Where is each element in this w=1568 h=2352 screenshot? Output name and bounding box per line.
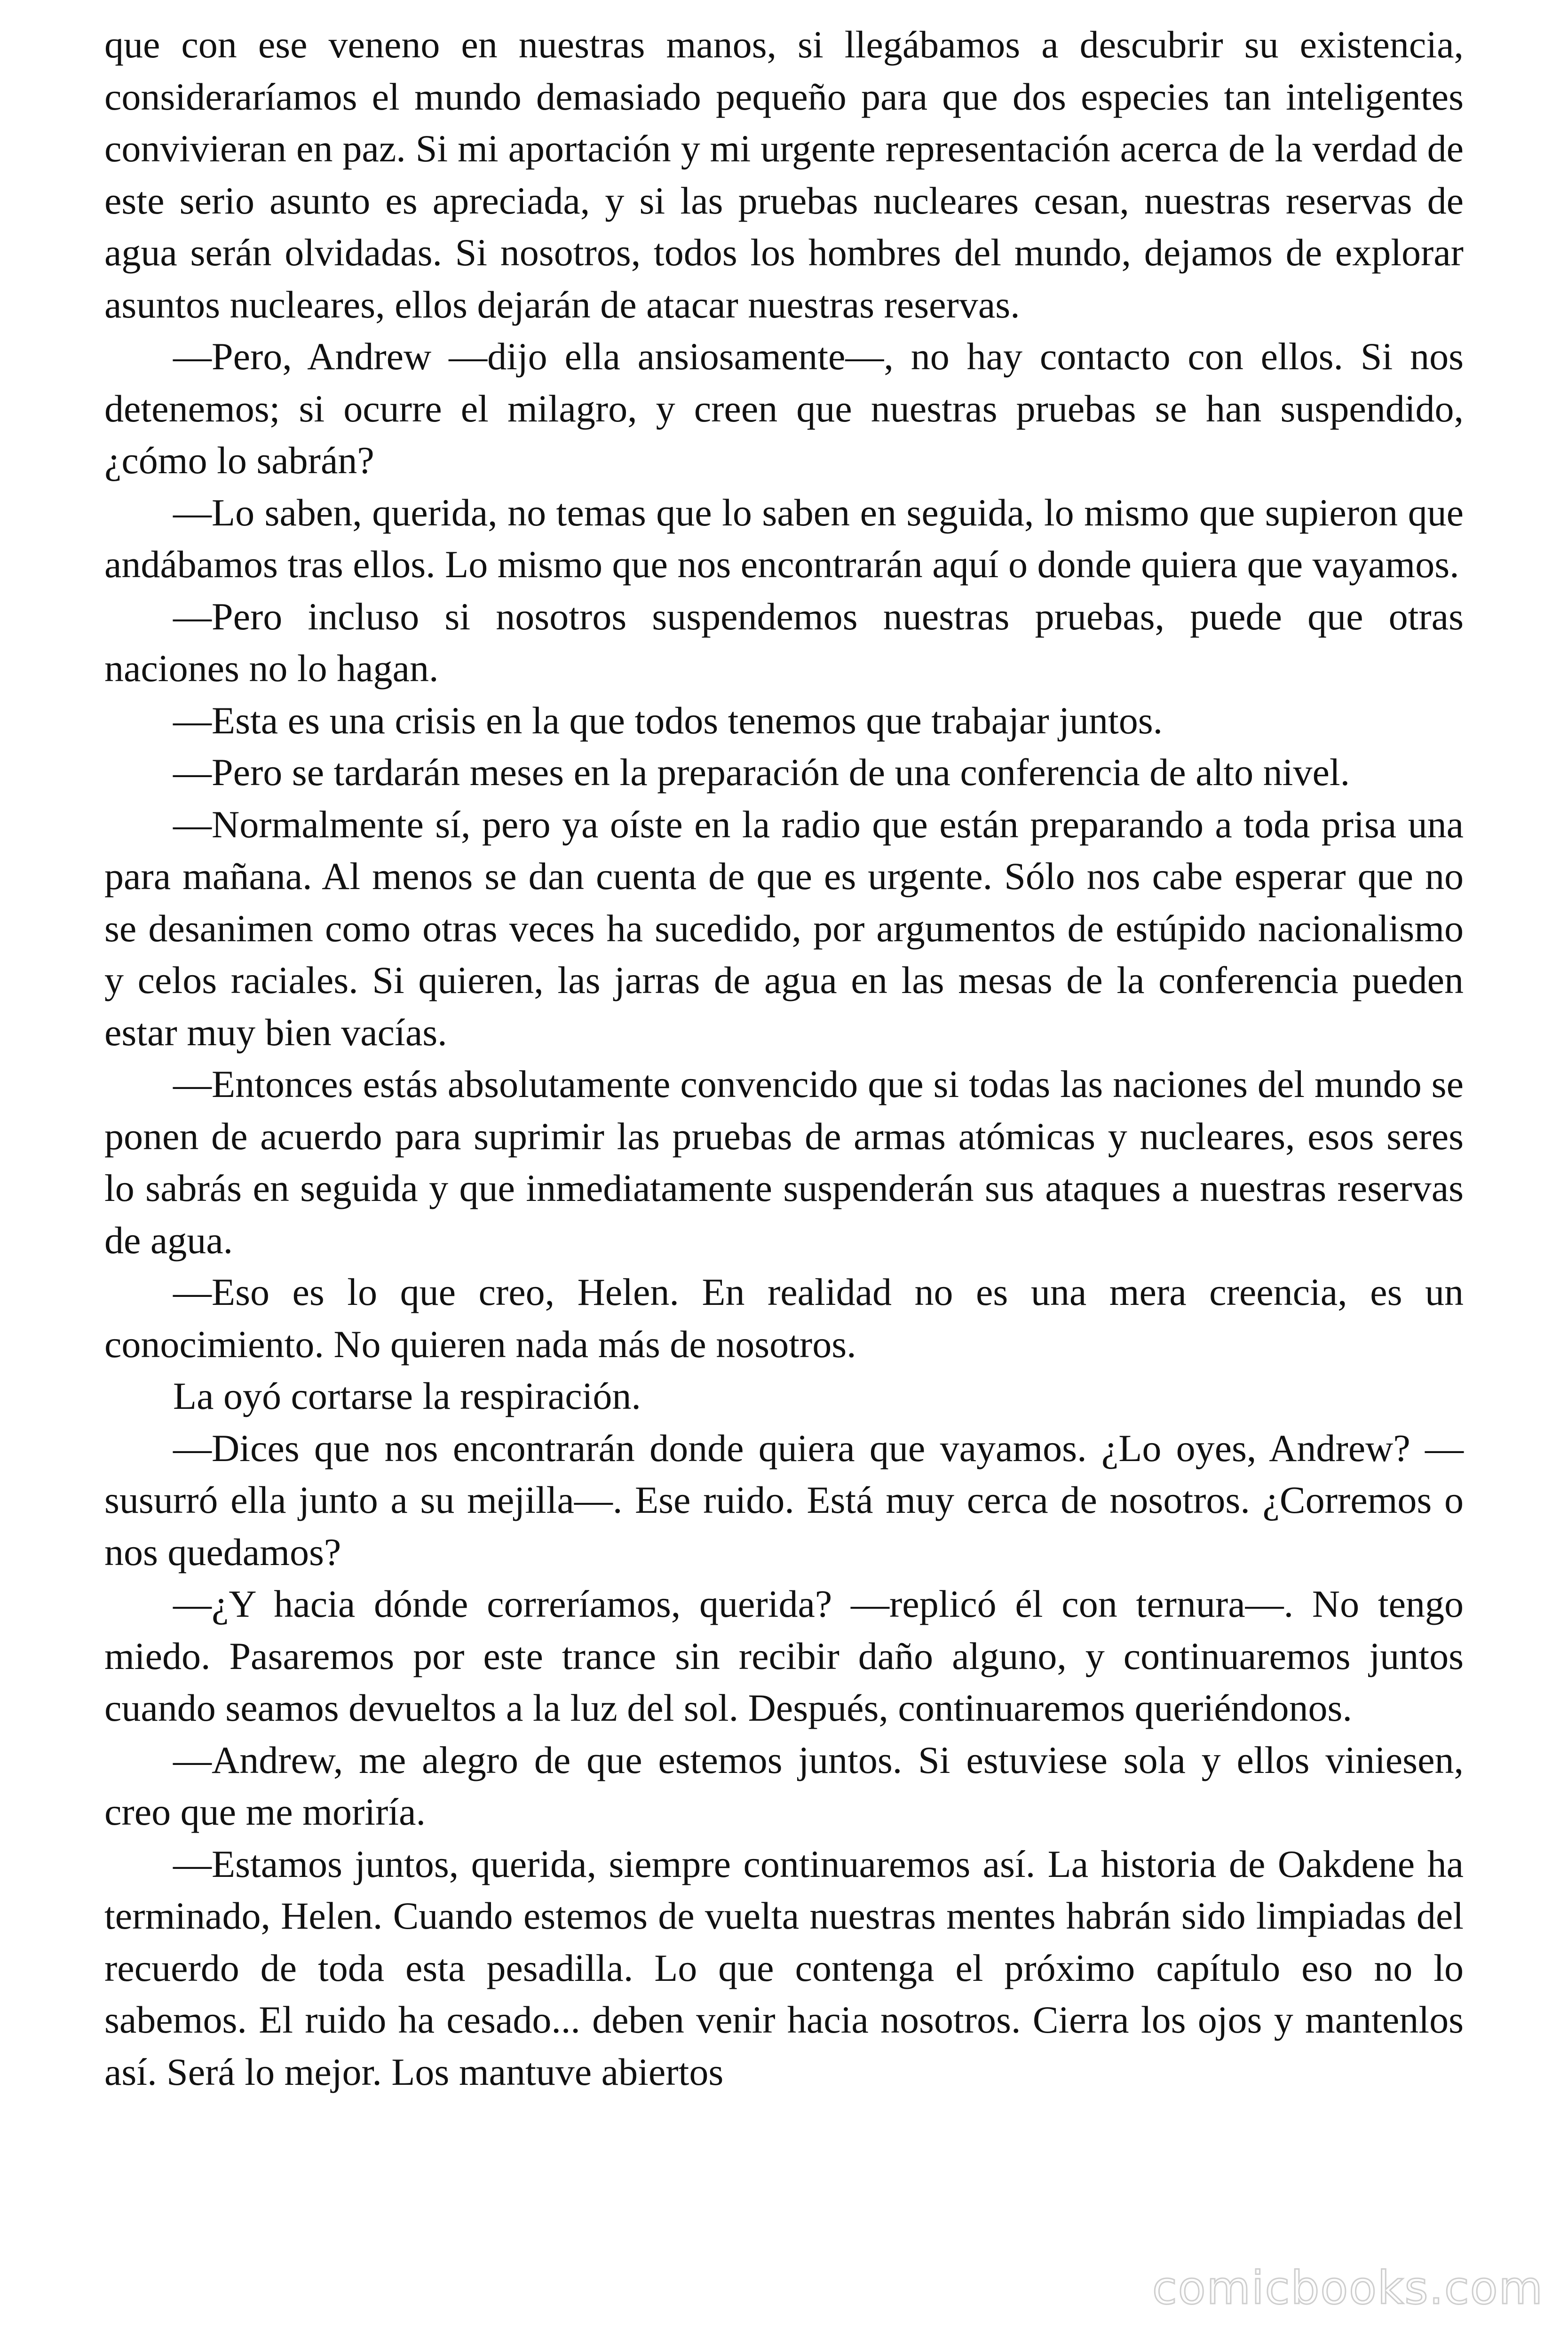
book-page-text xyxy=(104,19,1464,2098)
paragraph: —Eso es lo que creo, Helen. En realidad no es una mera creencia, es un conocimiento. No quieren nada más de nosotros. xyxy=(104,1271,1464,1366)
paragraph: —Dices que nos encontrarán donde quiera que vayamos. ¿Lo oyes, Andrew? —susurró ella junto a su mejilla—. Ese ruido. Está muy cerca de nosotros. ¿Corremos o nos quedamos? xyxy=(104,1426,1464,1573)
paragraph: —Normalmente sí, pero ya oíste en la radio que están preparando a toda prisa una para mañana. Al menos se dan cuenta de que es urgente. Sólo nos cabe esperar que no se desanimen como otras veces ha sucedido, por argumentos de estúpido nacionalismo y celos raciales. Si quieren, las jarras de agua en las mesas de la conferencia pueden estar muy bien vacías. xyxy=(104,803,1464,1054)
paragraph: —Lo saben, querida, no temas que lo saben en seguida, lo mismo que supieron que andábamos tras ellos. Lo mismo que nos encontrarán aquí o donde quiera que vayamos. xyxy=(104,491,1464,586)
paragraph: —Pero, Andrew —dijo ella ansiosamente—, no hay contacto con ellos. Si nos detenemos; si ocurre el milagro, y creen que nuestras pruebas se han suspendido, ¿cómo lo sabrán? xyxy=(104,335,1464,482)
paragraph: —Entonces estás absolutamente convencido que si todas las naciones del mundo se ponen de acuerdo para suprimir las pruebas de armas atómicas y nucleares, esos seres lo sabrás en seguida y que inmediatamente suspenderán sus ataques a nuestras reservas de agua. xyxy=(104,1063,1464,1262)
paragraph: —Pero se tardarán meses en la preparación de una conferencia de alto nivel. xyxy=(173,751,1350,794)
watermark-logo: comicbooks.com xyxy=(1152,2262,1544,2314)
paragraph: La oyó cortarse la respiración. xyxy=(173,1375,641,1417)
paragraph: —Estamos juntos, querida, siempre continuaremos así. La historia de Oakdene ha terminado, Helen. Cuando estemos de vuelta nuestras mentes habrán sido limpiadas del recuerdo de toda esta pesadilla. Lo que contenga el próximo capítulo eso no lo sabemos. El ruido ha cesado... deben venir hacia nosotros. Cierra los ojos y mantenlos así. Será lo mejor. Los mantuve abiertos xyxy=(104,1842,1464,2093)
paragraph-continuation: que con ese veneno en nuestras manos, si llegábamos a descubrir su existencia, consideraríamos el mundo demasiado pequeño para que dos especies tan inteligentes convivieran en paz. Si mi aportación y mi urgente representación acerca de la verdad de este serio asunto es apreciada, y si las pruebas nucleares cesan, nuestras reservas de agua serán olvidadas. Si nosotros, todos los hombres del mundo, dejamos de explorar asuntos nucleares, ellos dejarán de atacar nuestras reservas. xyxy=(104,23,1464,326)
paragraph: —Andrew, me alegro de que estemos juntos. Si estuviese sola y ellos viniesen, creo que me moriría. xyxy=(104,1738,1464,1833)
paragraph: —Pero incluso si nosotros suspendemos nuestras pruebas, puede que otras naciones no lo hagan. xyxy=(104,595,1464,690)
paragraph: —¿Y hacia dónde correríamos, querida? —replicó él con ternura—. No tengo miedo. Pasaremos por este trance sin recibir daño alguno, y continuaremos juntos cuando seamos devueltos a la luz del sol. Después, continuaremos queriéndonos. xyxy=(104,1582,1464,1729)
paragraph: —Esta es una crisis en la que todos tenemos que trabajar juntos. xyxy=(173,699,1163,742)
